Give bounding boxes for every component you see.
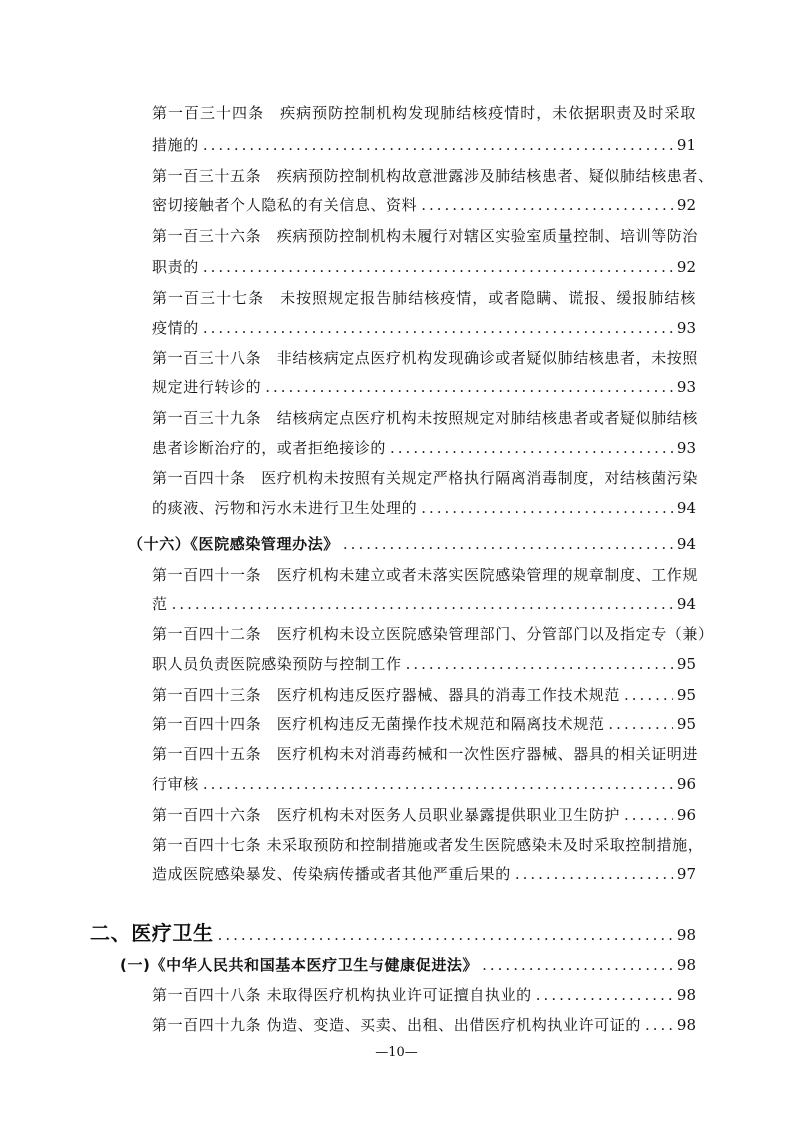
leader-dots bbox=[482, 955, 673, 975]
toc-entry-title-cont: 职责的 bbox=[152, 258, 199, 276]
toc-entry-title-cont: 患者诊断治疗的，或者拒绝接诊的 bbox=[152, 439, 387, 457]
toc-entry-147-line2[interactable] bbox=[152, 864, 696, 884]
toc-entry-141-line1 bbox=[152, 565, 699, 585]
leader-dots bbox=[218, 922, 673, 948]
toc-entry-title-cont: 措施的 bbox=[152, 136, 199, 154]
leader-dots bbox=[421, 498, 673, 518]
toc-entry-144[interactable] bbox=[152, 714, 696, 734]
toc-entry-title: 第一百三十七条 未按照规定报告肺结核疫情，或者隐瞒、谎报、缓报肺结核 bbox=[152, 289, 696, 307]
toc-entry-137-line2[interactable] bbox=[152, 318, 696, 338]
leader-dots bbox=[645, 1015, 673, 1035]
toc-entry-title: 第一百三十五条 疾病预防控制机构故意泄露涉及肺结核患者、疑似肺结核患者、 bbox=[152, 167, 714, 185]
leader-dots bbox=[203, 774, 673, 794]
toc-page-number: 98 bbox=[676, 1016, 696, 1034]
toc-entry-142-line2[interactable] bbox=[152, 654, 696, 674]
toc-entry-147-line1 bbox=[152, 835, 704, 855]
toc-section-16[interactable] bbox=[128, 534, 696, 554]
toc-entry-149[interactable] bbox=[152, 1015, 696, 1035]
toc-section-c2-1[interactable] bbox=[120, 955, 696, 975]
toc-page-number: 95 bbox=[676, 686, 696, 704]
leader-dots bbox=[390, 438, 673, 458]
leader-dots bbox=[624, 805, 673, 825]
toc-page-number: 96 bbox=[676, 806, 696, 824]
toc-entry-142-line1 bbox=[152, 624, 714, 644]
toc-entry-135-line1 bbox=[152, 166, 714, 186]
toc-page-number: 93 bbox=[676, 319, 696, 337]
toc-page-number: 98 bbox=[676, 956, 696, 974]
toc-entry-135-line2[interactable] bbox=[152, 195, 696, 215]
leader-dots bbox=[608, 714, 673, 734]
toc-page-number: 94 bbox=[676, 595, 696, 613]
toc-page-number: 94 bbox=[676, 499, 696, 517]
toc-page-number: 94 bbox=[676, 535, 696, 553]
toc-entry-138-line2[interactable] bbox=[152, 377, 696, 397]
toc-entry-140-line1 bbox=[152, 468, 699, 488]
section-title: (一)《中华人民共和国基本医疗卫生与健康促进法》 bbox=[120, 956, 479, 974]
toc-entry-title-cont: 规定进行转诊的 bbox=[152, 378, 262, 396]
toc-entry-145-line1 bbox=[152, 744, 699, 764]
toc-entry-title: 第一百四十七条 未采取预防和控制措施或者发生医院感染未及时采取控制措施， bbox=[152, 836, 704, 854]
toc-page-number: 95 bbox=[676, 655, 696, 673]
leader-dots bbox=[172, 594, 673, 614]
toc-page-number: 96 bbox=[676, 775, 696, 793]
toc-page-number: 95 bbox=[676, 715, 696, 733]
toc-entry-title: 第一百四十九条 伪造、变造、买卖、出租、出借医疗机构执业许可证的 bbox=[152, 1016, 641, 1034]
toc-page-number: 91 bbox=[676, 136, 696, 154]
leader-dots bbox=[515, 864, 673, 884]
toc-entry-title-cont: 造成医院感染暴发、传染病传播或者其他严重后果的 bbox=[152, 865, 511, 883]
toc-entry-143[interactable] bbox=[152, 685, 696, 705]
leader-dots bbox=[203, 135, 673, 155]
toc-entry-138-line1 bbox=[152, 348, 699, 368]
leader-dots bbox=[265, 377, 673, 397]
leader-dots bbox=[536, 985, 673, 1005]
toc-chapter-2[interactable] bbox=[90, 920, 696, 946]
toc-entry-title: 第一百四十四条 医疗机构违反无菌操作技术规范和隔离技术规范 bbox=[152, 715, 605, 733]
toc-entry-134-line2[interactable] bbox=[152, 135, 696, 155]
toc-entry-146[interactable] bbox=[152, 805, 696, 825]
leader-dots bbox=[203, 257, 673, 277]
toc-entry-139-line1 bbox=[152, 408, 699, 428]
toc-entry-title-cont: 疫情的 bbox=[152, 319, 199, 337]
chapter-title: 二、医疗卫生 bbox=[90, 921, 214, 945]
toc-entry-title: 第一百四十条 医疗机构未按照有关规定严格执行隔离消毒制度，对结核菌污染 bbox=[152, 469, 699, 487]
toc-entry-title: 第一百三十六条 疾病预防控制机构未履行对辖区实验室质量控制、培训等防治 bbox=[152, 227, 699, 245]
toc-entry-title: 第一百三十四条 疾病预防控制机构发现肺结核疫情时，未依据职责及时采取 bbox=[152, 104, 696, 122]
toc-entry-title-cont: 的痰液、污物和污水未进行卫生处理的 bbox=[152, 499, 418, 517]
toc-entry-145-line2[interactable] bbox=[152, 774, 696, 794]
leader-dots bbox=[624, 685, 673, 705]
leader-dots bbox=[406, 654, 673, 674]
toc-page-number: 98 bbox=[676, 926, 696, 944]
page-footer-number: —10— bbox=[375, 1045, 418, 1060]
toc-entry-title-cont: 职人员负责医院感染预防与控制工作 bbox=[152, 655, 402, 673]
toc-entry-136-line2[interactable] bbox=[152, 257, 696, 277]
toc-entry-139-line2[interactable] bbox=[152, 438, 696, 458]
toc-entry-title: 第一百四十八条 未取得医疗机构执业许可证擅自执业的 bbox=[152, 986, 532, 1004]
toc-entry-title: 第一百三十九条 结核病定点医疗机构未按照规定对肺结核患者或者疑似肺结核 bbox=[152, 409, 699, 427]
toc-entry-title-cont: 行审核 bbox=[152, 775, 199, 793]
toc-entry-title-cont: 范 bbox=[152, 595, 168, 613]
toc-entry-136-line1 bbox=[152, 226, 699, 246]
leader-dots bbox=[421, 195, 673, 215]
toc-entry-title: 第一百四十二条 医疗机构未设立医院感染管理部门、分管部门以及指定专（兼） bbox=[152, 625, 714, 643]
toc-page-number: 93 bbox=[676, 378, 696, 396]
toc-entry-title-cont: 密切接触者个人隐私的有关信息、资料 bbox=[152, 196, 418, 214]
toc-page-number: 92 bbox=[676, 258, 696, 276]
toc-entry-140-line2[interactable] bbox=[152, 498, 696, 518]
toc-entry-title: 第一百四十五条 医疗机构未对消毒药械和一次性医疗器械、器具的相关证明进 bbox=[152, 745, 699, 763]
toc-entry-title: 第一百四十三条 医疗机构违反医疗器械、器具的消毒工作技术规范 bbox=[152, 686, 621, 704]
toc-page-number: 97 bbox=[676, 865, 696, 883]
toc-entry-137-line1 bbox=[152, 288, 696, 308]
toc-page-number: 98 bbox=[676, 986, 696, 1004]
toc-entry-title: 第一百三十八条 非结核病定点医疗机构发现确诊或者疑似肺结核患者，未按照 bbox=[152, 349, 699, 367]
leader-dots bbox=[343, 534, 673, 554]
leader-dots bbox=[203, 318, 673, 338]
toc-page-number: 92 bbox=[676, 196, 696, 214]
toc-entry-141-line2[interactable] bbox=[152, 594, 696, 614]
toc-entry-148[interactable] bbox=[152, 985, 696, 1005]
toc-entry-title: 第一百四十六条 医疗机构未对医务人员职业暴露提供职业卫生防护 bbox=[152, 806, 621, 824]
toc-entry-title: 第一百四十一条 医疗机构未建立或者未落实医院感染管理的规章制度、工作规 bbox=[152, 566, 699, 584]
section-title: （十六）《医院感染管理办法》 bbox=[128, 535, 339, 553]
toc-entry-134-line1 bbox=[152, 103, 696, 123]
toc-page-number: 93 bbox=[676, 439, 696, 457]
